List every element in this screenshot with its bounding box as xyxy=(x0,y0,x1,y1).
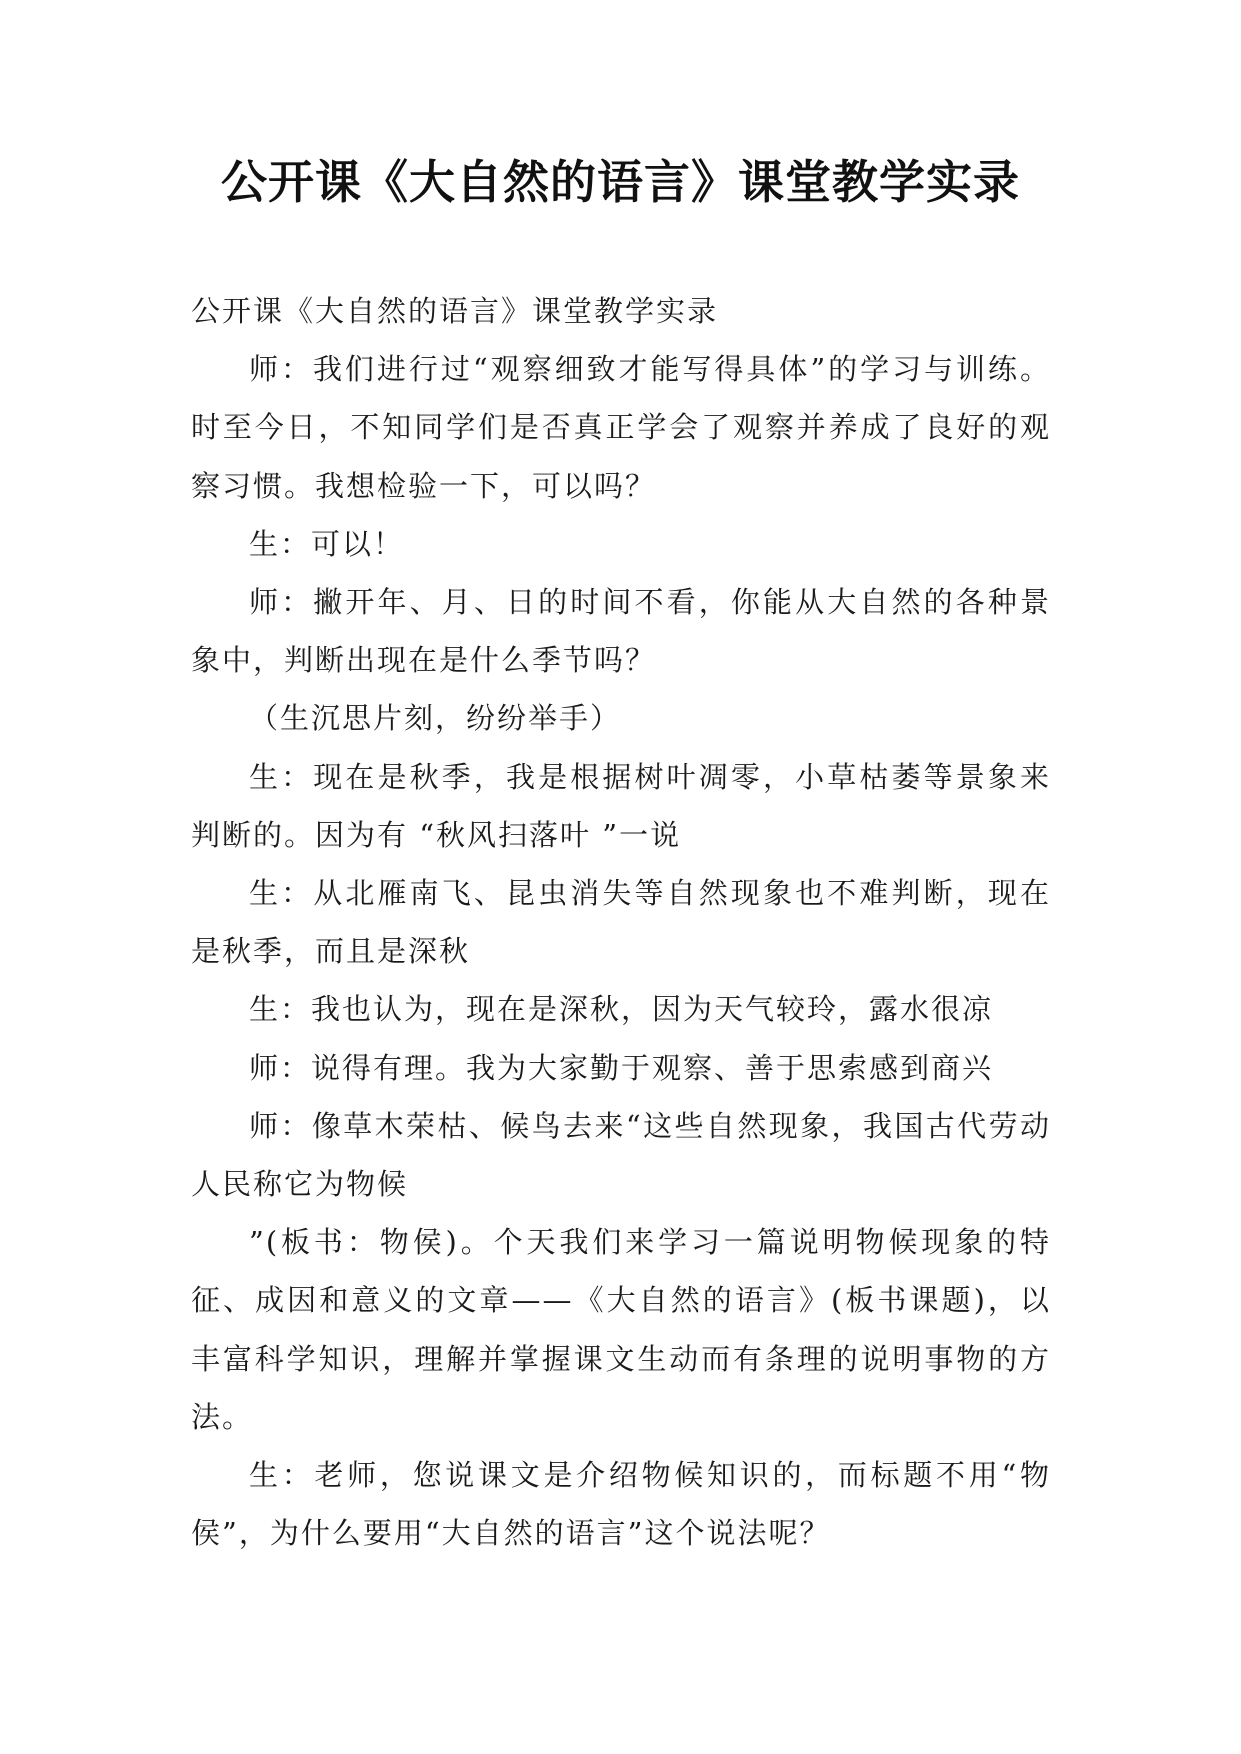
paragraph: 师：撇开年、月、日的时间不看，你能从大自然的各种景象中，判断出现在是什么季节吗？ xyxy=(191,585,1051,678)
document-body xyxy=(191,282,1051,1562)
paragraph: 师：像草木荣枯、候鸟去来“这些自然现象，我国古代劳动人民称它为物候 xyxy=(191,1108,1051,1202)
paragraph: 生：老师，您说课文是介绍物候知识的，而标题不用“物侯”，为什么要用“大自然的语言”这个说法呢？ xyxy=(191,1458,1051,1551)
paragraph: 师：说得有理。我为大家勤于观察、善于思索感到商兴 xyxy=(249,1050,994,1085)
paragraph-heading: 公开课《大自然的语言》课堂教学实录 xyxy=(191,294,719,328)
paragraph: （生沉思片刻，纷纷举手） xyxy=(249,701,622,736)
paragraph: 生：现在是秋季，我是根据树叶凋零，小草枯萎等景象来判断的。因为有 “秋风扫落叶 ”一说 xyxy=(191,759,1051,852)
paragraph: ”(板书：物侯)。个天我们来学习一篇说明物候现象的特征、成因和意义的文章——《大自然的语言》(板书课题)，以丰富科学知识，理解并掌握课文生动而有条理的说明事物的方法。 xyxy=(191,1225,1051,1434)
paragraph: 生：可以！ xyxy=(249,526,405,561)
paragraph: 师：我们进行过“观察细致才能写得具体”的学习与训练。时至今日，不知同学们是否真正学会了观察并养成了良好的观察习惯。我想检验一下，可以吗？ xyxy=(191,352,1051,503)
paragraph: 生：从北雁南飞、昆虫消失等自然现象也不难判断，现在是秋季，而且是深秋 xyxy=(191,876,1051,969)
paragraph: 生：我也认为，现在是深秋，因为天气较玲，露水很凉 xyxy=(249,992,994,1027)
document-title: 公开课《大自然的语言》课堂教学实录 xyxy=(221,155,1020,209)
